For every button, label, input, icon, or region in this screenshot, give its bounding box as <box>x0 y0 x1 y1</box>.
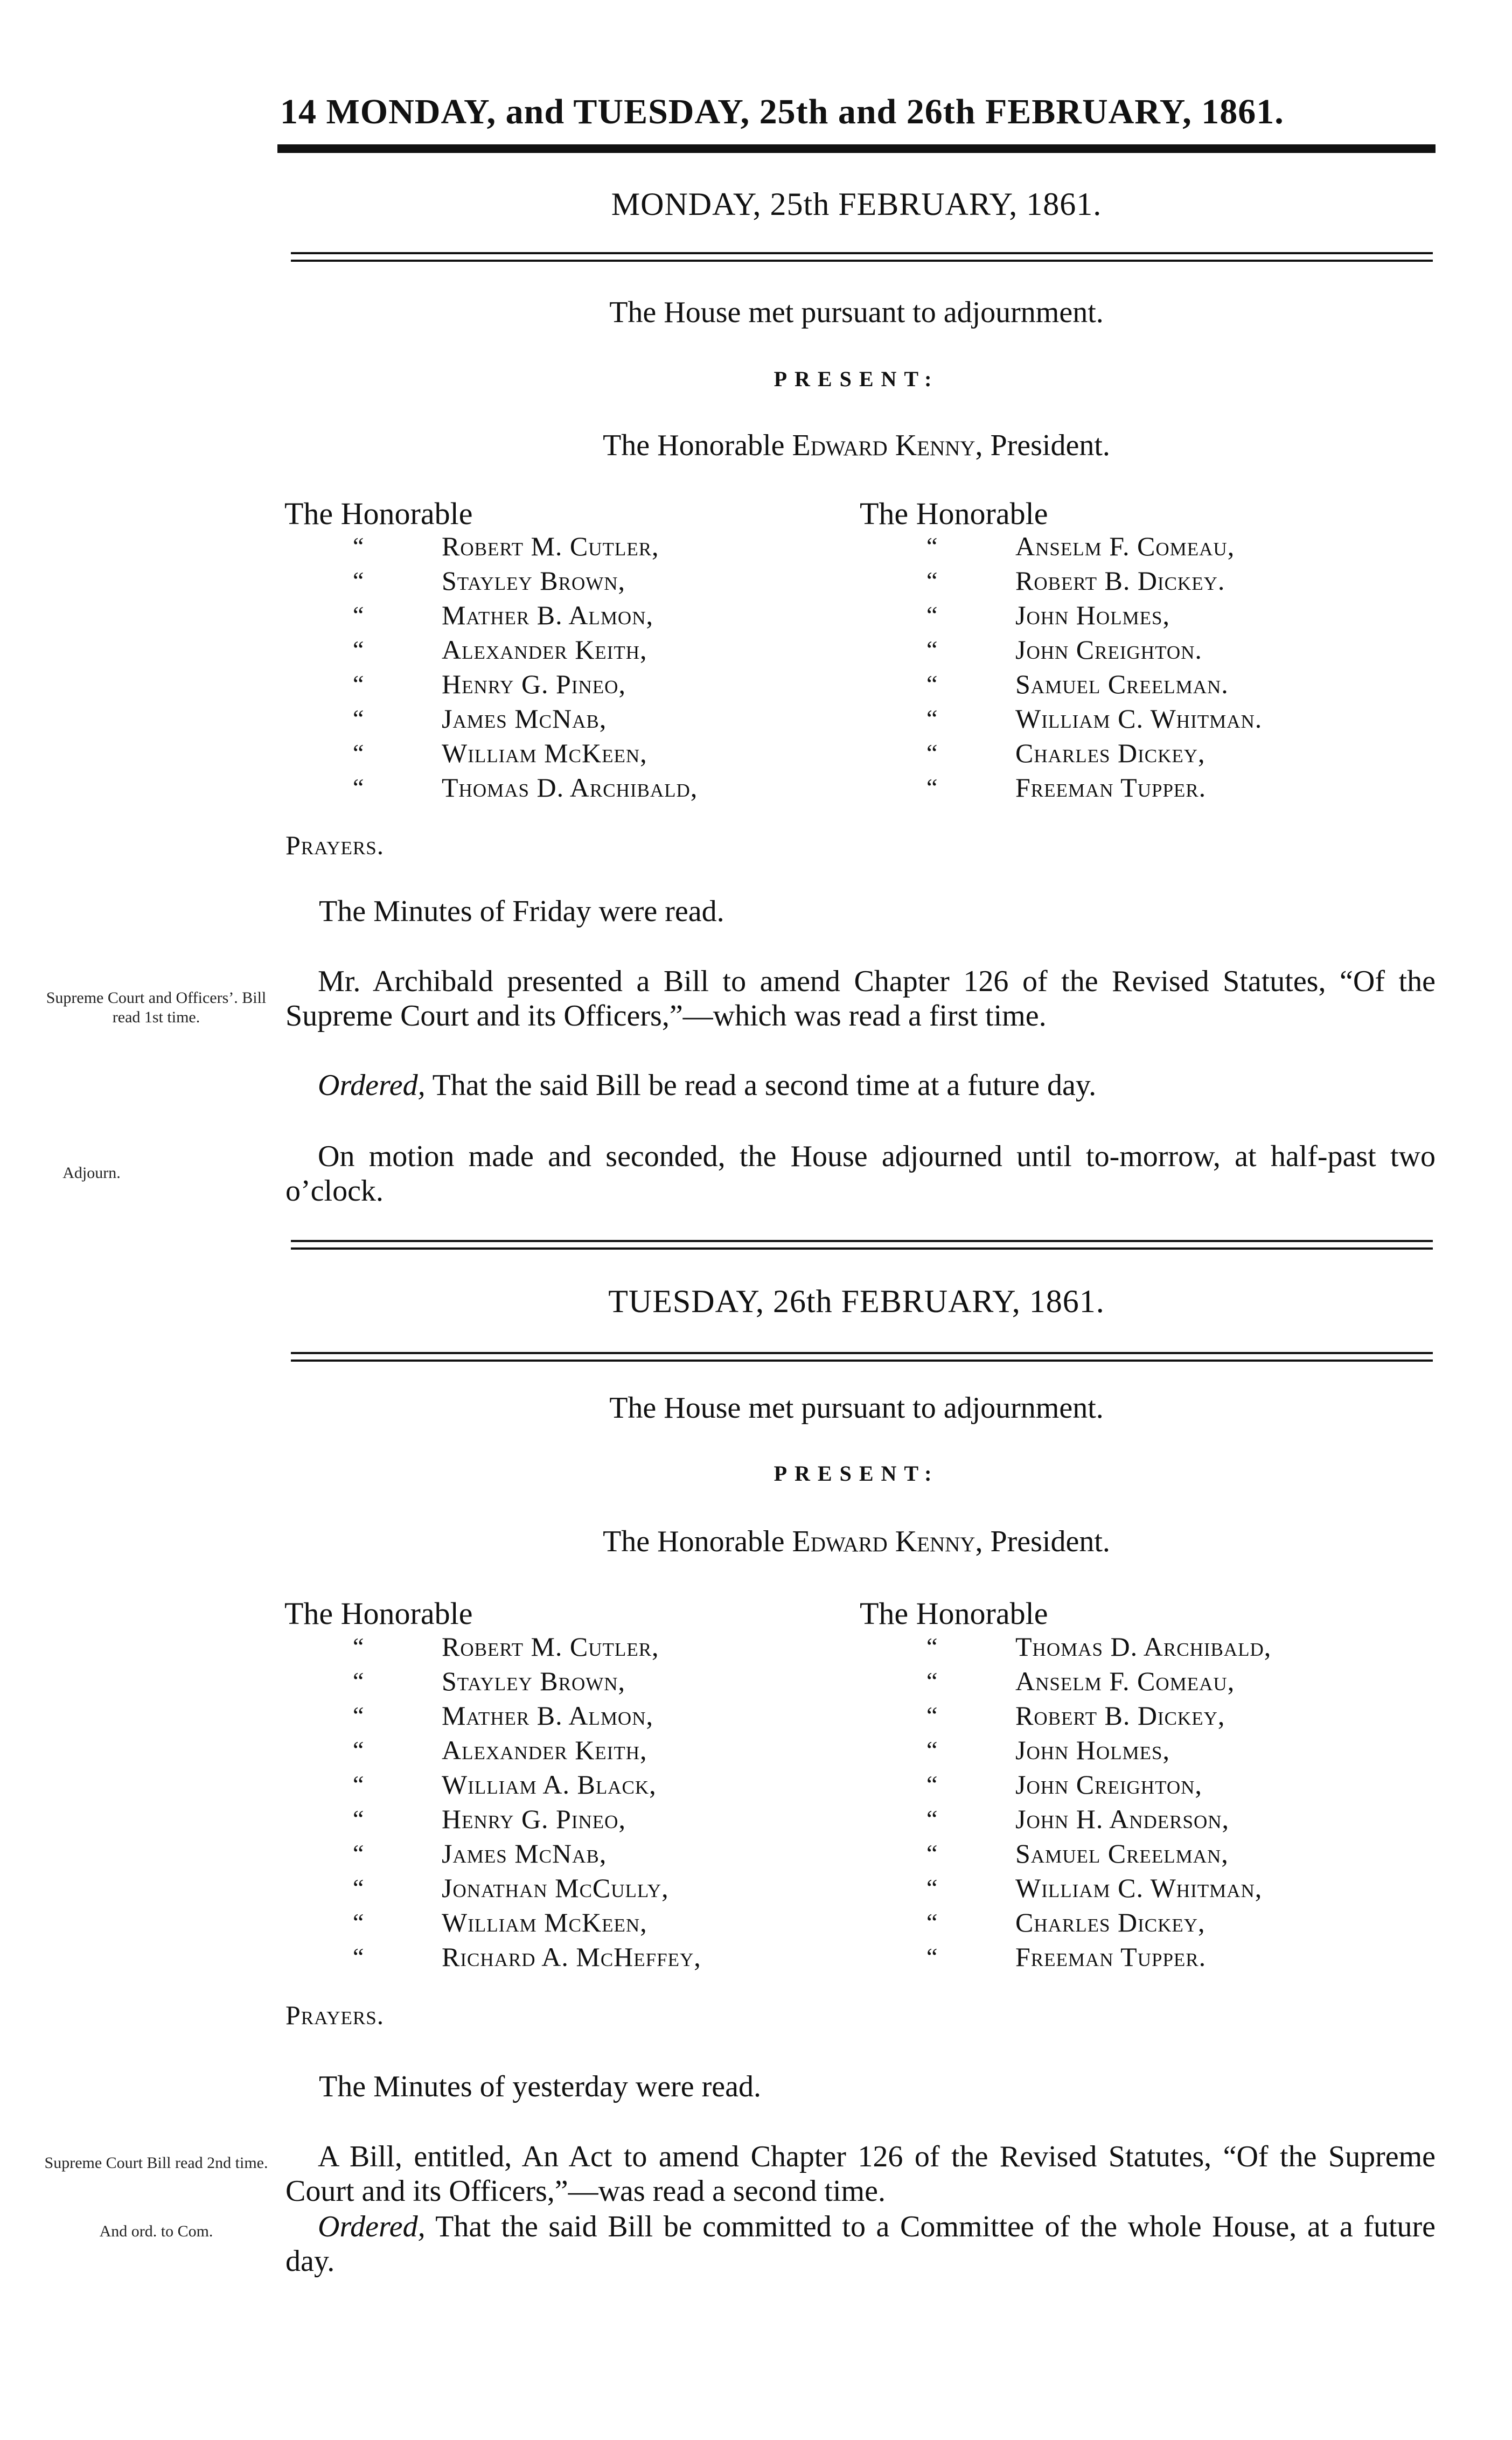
member-name: Stayley Brown, <box>442 1666 626 1696</box>
member-name: James McNab, <box>442 703 607 734</box>
member-name: Robert M. Cutler, <box>442 531 659 561</box>
member-name: Mather B. Almon, <box>442 600 653 630</box>
member-row <box>353 667 838 701</box>
president-line: The Honorable Edward Kenny, President. <box>603 429 1110 462</box>
member-row <box>353 770 838 805</box>
ditto-mark: “ <box>926 1839 938 1867</box>
house-met-text: The House met pursuant to adjournment. <box>609 296 1104 329</box>
ditto-mark: “ <box>926 1770 938 1798</box>
ditto-mark: “ <box>926 1943 938 1970</box>
member-row <box>926 667 1438 701</box>
ditto-mark: “ <box>353 601 364 629</box>
member-name: John Creighton. <box>1015 635 1202 665</box>
member-row <box>353 1664 838 1698</box>
column-heading-left: The Honorable <box>284 1596 473 1631</box>
header-rule <box>277 144 1436 153</box>
member-name: William McKeen, <box>442 1907 647 1937</box>
member-row <box>353 563 838 598</box>
member-name: John Holmes, <box>1015 600 1170 630</box>
member-row <box>353 598 838 632</box>
member-row <box>926 632 1438 667</box>
member-name: Alexander Keith, <box>442 635 647 665</box>
column-heading-right: The Honorable <box>860 1596 1048 1631</box>
ditto-mark: “ <box>353 705 364 732</box>
member-row <box>926 736 1438 770</box>
rule <box>291 260 1433 262</box>
member-name: Thomas D. Archibald, <box>442 772 698 803</box>
president-line: The Honorable Edward Kenny, President. <box>603 1525 1110 1558</box>
ditto-mark: “ <box>926 670 938 698</box>
ditto-mark: “ <box>926 1805 938 1832</box>
member-name: James McNab, <box>442 1838 607 1869</box>
margin-note: Supreme Court Bill read 2nd time. <box>44 2154 268 2172</box>
member-row <box>353 1767 838 1802</box>
ditto-mark: “ <box>926 1633 938 1660</box>
member-row <box>353 632 838 667</box>
ditto-mark: “ <box>926 532 938 560</box>
member-name: Robert B. Dickey. <box>1015 566 1225 596</box>
house-met-text: The House met pursuant to adjournment. <box>609 1391 1104 1425</box>
ditto-mark: “ <box>353 1667 364 1695</box>
member-row <box>353 1698 838 1733</box>
member-row <box>926 1664 1438 1698</box>
ditto-mark: “ <box>353 1805 364 1832</box>
ditto-mark: “ <box>926 636 938 663</box>
member-name: Samuel Creelman. <box>1015 669 1229 699</box>
member-name: John H. Anderson, <box>1015 1804 1230 1834</box>
rule <box>291 252 1433 254</box>
ordered-paragraph: Ordered, That the said Bill be read a second time at a future day. <box>318 1069 1097 1102</box>
ditto-mark: “ <box>926 567 938 594</box>
margin-note: And ord. to Com. <box>99 2222 213 2240</box>
member-row <box>353 1733 838 1767</box>
bill-paragraph: A Bill, entitled, An Act to amend Chapter 126 of the Revised Statutes, “Of the Supreme Court and its Officers,”—was read a second time. <box>285 2140 1436 2208</box>
member-row <box>926 1733 1438 1767</box>
rule <box>291 1352 1433 1354</box>
prayers-heading: Prayers. <box>285 2000 385 2030</box>
margin-note: Adjourn. <box>62 1164 121 1182</box>
member-row <box>353 529 838 563</box>
member-row <box>353 1871 838 1905</box>
member-row <box>353 1836 838 1871</box>
present-label: PRESENT: <box>774 1461 939 1486</box>
ditto-mark: “ <box>926 1667 938 1695</box>
bill-paragraph: Mr. Archibald presented a Bill to amend Chapter 126 of the Revised Statutes, “Of the Supreme Court and its Officers,”—which was read a first time. <box>285 965 1436 1033</box>
member-name: William C. Whitman. <box>1015 703 1263 734</box>
ditto-mark: “ <box>926 1702 938 1729</box>
member-name: Samuel Creelman, <box>1015 1838 1229 1869</box>
member-row <box>926 1905 1438 1940</box>
ditto-mark: “ <box>926 1874 938 1901</box>
ditto-mark: “ <box>926 705 938 732</box>
member-row <box>926 1629 1438 1664</box>
ditto-mark: “ <box>353 1702 364 1729</box>
member-name: Charles Dickey, <box>1015 1907 1206 1937</box>
member-row <box>926 529 1438 563</box>
ditto-mark: “ <box>353 739 364 766</box>
member-row <box>926 1698 1438 1733</box>
rule <box>291 1247 1433 1250</box>
prayers-heading: Prayers. <box>285 830 385 860</box>
member-row <box>926 1836 1438 1871</box>
running-head: 14 MONDAY, and TUESDAY, 25th and 26th FEBRUARY, 1861. <box>280 92 1284 131</box>
members-right-list <box>926 529 1438 805</box>
ditto-mark: “ <box>926 601 938 629</box>
ditto-mark: “ <box>353 773 364 801</box>
ditto-mark: “ <box>353 636 364 663</box>
ditto-mark: “ <box>926 1908 938 1936</box>
ditto-mark: “ <box>353 1839 364 1867</box>
column-heading-right: The Honorable <box>860 496 1048 531</box>
member-name: Robert B. Dickey, <box>1015 1700 1225 1731</box>
member-name: Robert M. Cutler, <box>442 1632 659 1662</box>
present-label: PRESENT: <box>774 367 939 391</box>
member-row <box>926 598 1438 632</box>
member-row <box>926 1802 1438 1836</box>
president-name: Edward Kenny <box>792 429 976 462</box>
member-name: William McKeen, <box>442 738 647 768</box>
adjourn-paragraph: On motion made and seconded, the House adjourned until to-morrow, at half-past two o’clock. <box>285 1140 1436 1208</box>
member-name: Richard A. McHeffey, <box>442 1942 701 1972</box>
members-left-list <box>353 1629 838 1974</box>
ordered-paragraph: Ordered, That the said Bill be committed to a Committee of the whole House, at a future day. <box>285 2210 1436 2278</box>
member-name: William A. Black, <box>442 1769 657 1800</box>
member-row <box>926 1767 1438 1802</box>
member-name: Anselm F. Comeau, <box>1015 531 1235 561</box>
ditto-mark: “ <box>353 1770 364 1798</box>
day-heading-tuesday: TUESDAY, 26th FEBRUARY, 1861. <box>608 1284 1105 1319</box>
member-row <box>926 1871 1438 1905</box>
member-row <box>353 701 838 736</box>
members-right-list <box>926 1629 1438 1974</box>
ditto-mark: “ <box>926 1736 938 1763</box>
member-name: Jonathan McCully, <box>442 1873 669 1903</box>
member-name: Anselm F. Comeau, <box>1015 1666 1235 1696</box>
column-heading-left: The Honorable <box>284 496 473 531</box>
member-name: Mather B. Almon, <box>442 1700 653 1731</box>
rule <box>291 1360 1433 1362</box>
members-left-list <box>353 529 838 805</box>
member-row <box>926 563 1438 598</box>
member-name: Henry G. Pineo, <box>442 669 626 699</box>
member-row <box>926 1940 1438 1974</box>
day-heading-monday: MONDAY, 25th FEBRUARY, 1861. <box>611 186 1102 222</box>
member-name: Freeman Tupper. <box>1015 1942 1207 1972</box>
ditto-mark: “ <box>353 670 364 698</box>
minutes-text: The Minutes of yesterday were read. <box>319 2070 761 2103</box>
ditto-mark: “ <box>926 773 938 801</box>
ditto-mark: “ <box>353 1943 364 1970</box>
member-row <box>353 1802 838 1836</box>
member-row <box>926 770 1438 805</box>
margin-note: Supreme Court and Officers’. Bill read 1st time. <box>46 989 267 1026</box>
member-name: Henry G. Pineo, <box>442 1804 626 1834</box>
ditto-mark: “ <box>353 1874 364 1901</box>
president-name: Edward Kenny <box>792 1525 976 1558</box>
member-name: Alexander Keith, <box>442 1735 647 1765</box>
member-row <box>926 701 1438 736</box>
ditto-mark: “ <box>353 532 364 560</box>
member-row <box>353 1940 838 1974</box>
member-row <box>353 1629 838 1664</box>
rule <box>291 1240 1433 1242</box>
ditto-mark: “ <box>353 1633 364 1660</box>
member-name: Freeman Tupper. <box>1015 772 1207 803</box>
member-row <box>353 736 838 770</box>
member-name: Thomas D. Archibald, <box>1015 1632 1272 1662</box>
member-row <box>353 1905 838 1940</box>
member-name: John Creighton, <box>1015 1769 1202 1800</box>
ditto-mark: “ <box>353 1736 364 1763</box>
ditto-mark: “ <box>926 739 938 766</box>
member-name: John Holmes, <box>1015 1735 1170 1765</box>
ditto-mark: “ <box>353 567 364 594</box>
member-name: Stayley Brown, <box>442 566 626 596</box>
ditto-mark: “ <box>353 1908 364 1936</box>
minutes-text: The Minutes of Friday were read. <box>319 895 724 928</box>
member-name: Charles Dickey, <box>1015 738 1206 768</box>
member-name: William C. Whitman, <box>1015 1873 1263 1903</box>
